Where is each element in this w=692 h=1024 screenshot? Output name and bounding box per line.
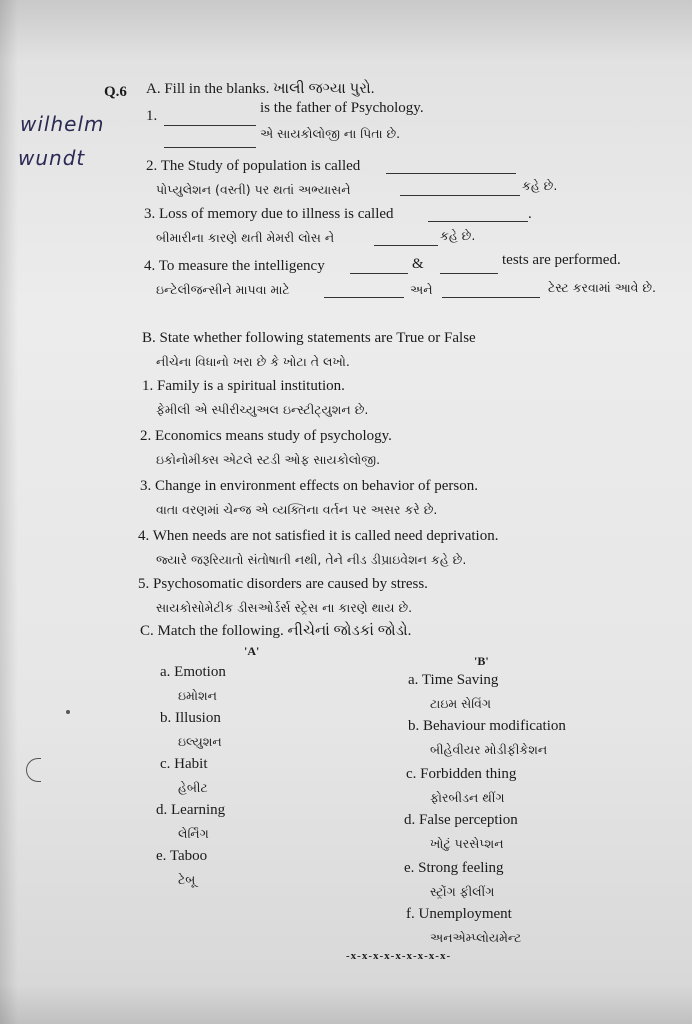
col-a-item-e-gujarati: ટેબૂ xyxy=(178,872,196,887)
a4-blank-1 xyxy=(350,272,408,274)
col-b-item-a-gujarati: ટાઇમ સેવિંગ xyxy=(430,696,492,711)
page-shadow-left xyxy=(0,0,18,1024)
col-a-item-d-gujarati: લેર્નિંગ xyxy=(178,826,209,841)
section-b-heading-gujarati: નીચેના વિધાનો ખરા છે કે ખોટા તે લખો. xyxy=(156,354,350,369)
a2-blank xyxy=(386,172,516,174)
col-b-item-b: b. Behaviour modification xyxy=(408,718,566,734)
col-b-item-d-gujarati: ખોટું પરસેપ્શન xyxy=(430,836,504,851)
question-number: Q.6 xyxy=(104,84,127,100)
b5-gujarati: સાયકોસોમેટીક ડીસઓર્ડર્સ સ્ટ્રેસ ના કારણે થાય છે. xyxy=(156,600,413,615)
a2-english: 2. The Study of population is called xyxy=(146,158,361,174)
col-b-item-e-gujarati: સ્ટ્રોંગ ફીલીંગ xyxy=(430,884,495,899)
col-b-item-c-gujarati: ફોરબીડન થીંગ xyxy=(430,790,505,805)
a4-blank-gu-2 xyxy=(442,296,540,298)
a4-gujarati-end: ટેસ્ટ કરવામાં આવે છે. xyxy=(548,280,657,295)
col-a-item-d: d. Learning xyxy=(156,802,226,818)
b1-gujarati: ફેમીલી એ સ્પીરીચ્યુઅલ ઇન્સ્ટીટ્યુશન છે. xyxy=(156,402,369,417)
b3-english: 3. Change in environment effects on behavior of person. xyxy=(140,478,478,494)
b3-gujarati: વાતા વરણમાં ચેન્જ એ વ્યક્તિના વર્તન પર અસર કરે છે. xyxy=(156,502,438,517)
section-b-heading-english: B. State whether following statements are True or False xyxy=(142,330,476,346)
b4-english: 4. When needs are not satisfied it is called need deprivation. xyxy=(138,528,499,544)
a4-english: 4. To measure the intelligency xyxy=(144,258,325,274)
end-of-paper-mark: -x-x-x-x-x-x-x-x-x- xyxy=(346,950,452,962)
handwritten-answer-1: wilhelm xyxy=(20,112,105,136)
a1-gujarati: એ સાયકોલોજી ના પિતા છે. xyxy=(260,126,401,141)
b4-gujarati: જ્યારે જરૂરિયાતો સંતોષાતી નથી, તેને નીડ ડીપ્રાઇવેશન કહે છે. xyxy=(156,552,467,567)
b2-english: 2. Economics means study of psychology. xyxy=(140,428,392,444)
margin-dot xyxy=(66,710,70,714)
a3-gujarati-end: કહે છે. xyxy=(440,228,476,243)
col-a-item-a: a. Emotion xyxy=(160,664,226,680)
a2-gujarati-end: કહે છે. xyxy=(522,178,558,193)
a1-number: 1. xyxy=(146,108,158,124)
col-b-item-d: d. False perception xyxy=(404,812,518,828)
col-a-item-b: b. Illusion xyxy=(160,710,221,726)
a3-english: 3. Loss of memory due to illness is called xyxy=(144,206,394,222)
a1-blank xyxy=(164,124,256,126)
col-a-item-c-gujarati: હેબીટ xyxy=(178,780,208,795)
column-a-title: 'A' xyxy=(244,644,260,658)
col-a-item-a-gujarati: ઇમોશન xyxy=(178,688,217,703)
section-c-heading: C. Match the following. નીચેનાં જોડકાં જોડો. xyxy=(140,623,412,639)
handwritten-answer-2: wundt xyxy=(18,146,86,170)
a2-blank-gu xyxy=(400,194,520,196)
col-a-item-e: e. Taboo xyxy=(156,848,208,864)
col-a-item-c: c. Habit xyxy=(160,756,208,772)
a3-english-end: . xyxy=(528,206,532,222)
section-a-heading: A. Fill in the blanks. ખાલી જગ્યા પુરો. xyxy=(146,81,375,97)
a4-blank-gu-1 xyxy=(324,296,404,298)
a3-blank-gu xyxy=(374,244,438,246)
page-shadow-bottom xyxy=(0,984,692,1024)
b1-english: 1. Family is a spiritual institution. xyxy=(142,378,345,394)
a2-gujarati: પોપ્યુલેશન (વસ્તી) પર થતાં અભ્યાસને xyxy=(156,182,351,197)
a4-english-mid: & xyxy=(412,256,424,272)
b5-english: 5. Psychosomatic disorders are caused by stress. xyxy=(138,576,428,592)
a4-gujarati-mid: અને xyxy=(410,282,433,297)
col-b-item-f: f. Unemployment xyxy=(406,906,512,922)
punch-hole-mark xyxy=(26,758,41,782)
a4-english-end: tests are performed. xyxy=(502,252,621,268)
b2-gujarati: ઇકોનોમીક્સ એટલે સ્ટડી ઓફ સાયકોલોજી. xyxy=(156,452,381,467)
a3-blank xyxy=(428,220,528,222)
a1-english: is the father of Psychology. xyxy=(260,100,424,116)
a4-gujarati: ઇન્ટેલીજન્સીને માપવા માટે xyxy=(156,282,290,297)
col-a-item-b-gujarati: ઇલ્યુશન xyxy=(178,734,222,749)
a3-gujarati: બીમારીના કારણે થતી મેમરી લોસ ને xyxy=(156,230,335,245)
col-b-item-b-gujarati: બીહેવીયર મોડીફીકેશન xyxy=(430,742,548,757)
a1-blank-gu xyxy=(164,146,256,148)
column-b-title: 'B' xyxy=(474,654,489,668)
a4-blank-2 xyxy=(440,272,498,274)
col-b-item-c: c. Forbidden thing xyxy=(406,766,517,782)
col-b-item-a: a. Time Saving xyxy=(408,672,499,688)
col-b-item-e: e. Strong feeling xyxy=(404,860,504,876)
col-b-item-f-gujarati: અનએમ્પ્લોયમેન્ટ xyxy=(430,930,522,945)
